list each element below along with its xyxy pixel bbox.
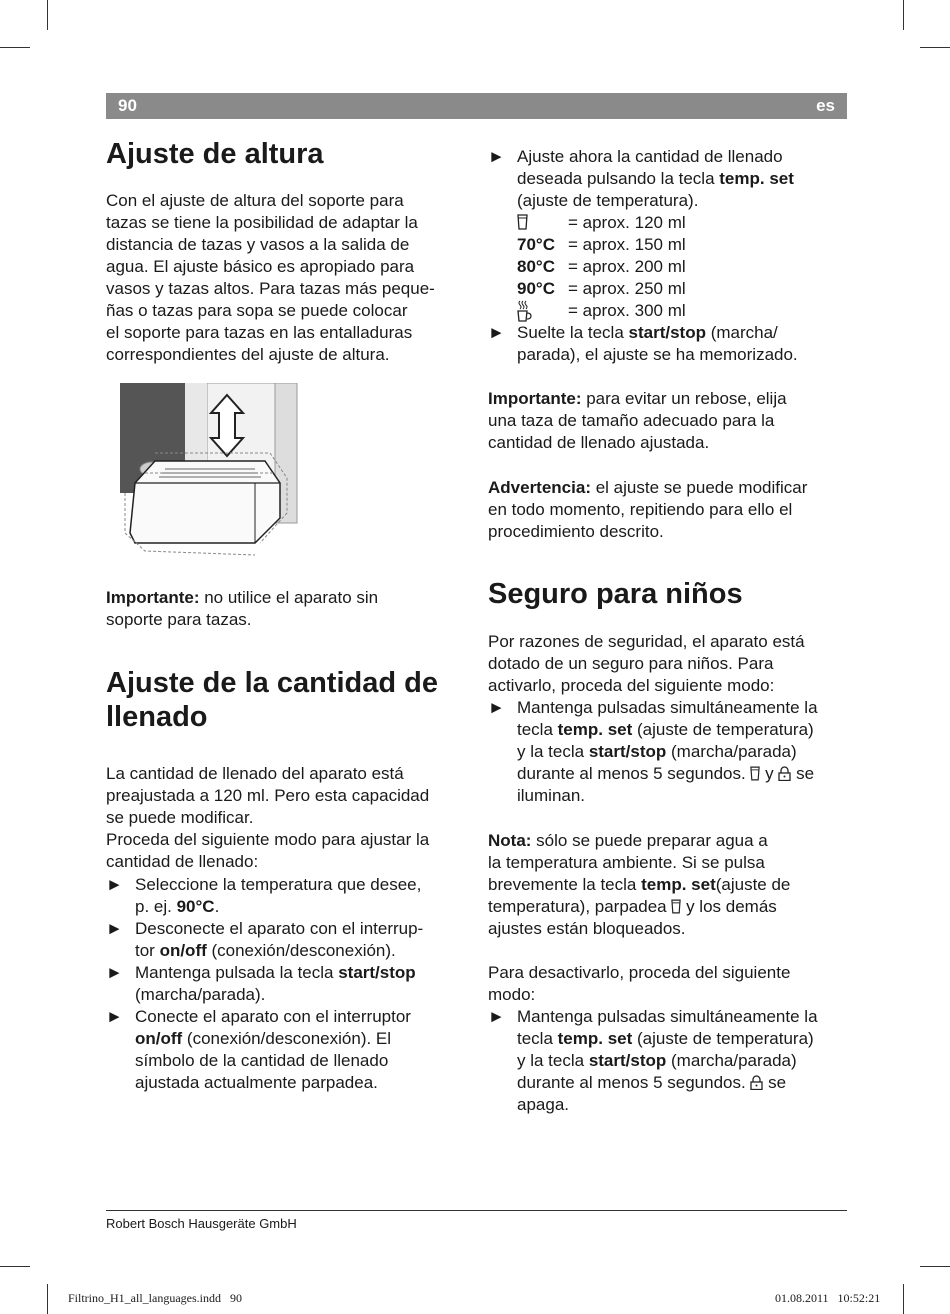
bullet-arrow-icon: ► [106, 919, 123, 938]
amount-row [488, 300, 848, 322]
text-line: cantidad de llenado: [106, 852, 259, 871]
bullet-arrow-icon: ► [488, 147, 505, 166]
bullet-arrow-icon: ► [488, 698, 505, 717]
nota-note [488, 830, 850, 940]
cup-icon [671, 897, 681, 916]
bullet-arrow-icon: ► [106, 1007, 123, 1026]
heading-seguro-ninos: Seguro para niños [488, 578, 743, 610]
text-line: correspondientes del ajuste de altura. [106, 345, 390, 364]
amount-row [488, 256, 848, 278]
advertencia-note [488, 477, 850, 543]
nota-label: Nota: [488, 831, 532, 850]
list-item [106, 1006, 476, 1094]
text-span: Mantenga pulsada la tecla [135, 963, 339, 982]
crop-mark [47, 0, 48, 30]
lock-icon [750, 1073, 763, 1092]
bold-term: temp. set [641, 875, 716, 894]
list-item [106, 874, 476, 918]
amount-row [488, 234, 848, 256]
heading-ajuste-altura: Ajuste de altura [106, 138, 324, 170]
crop-mark [903, 0, 904, 30]
text-span: (marcha/parada) [666, 1051, 797, 1070]
amount-table [488, 212, 848, 322]
amount-value: = aprox. 250 ml [568, 279, 686, 298]
amount-value: = aprox. 150 ml [568, 235, 686, 254]
temperature-key: 80°C [517, 257, 555, 276]
text-line: Mantenga pulsadas simultáneamente la [517, 1007, 818, 1026]
text-line: ajustes están bloqueados. [488, 919, 686, 938]
bold-term: on/off [159, 941, 207, 960]
text-line: cantidad de llenado ajustada. [488, 433, 710, 452]
bullet-arrow-icon: ► [106, 963, 123, 982]
text-span: . [214, 897, 220, 916]
list-item [106, 962, 476, 1006]
text-span: (conexión/desconexión). [206, 941, 396, 960]
amount-value: = aprox. 200 ml [568, 257, 686, 276]
text-line: modo: [488, 985, 536, 1004]
cup-holder-illustration [115, 383, 305, 558]
bold-term: start/stop [628, 323, 706, 342]
text-span: para evitar un rebose, elija [581, 389, 787, 408]
temperature-key: 90°C [517, 279, 555, 298]
text-span: (ajuste de temperatura) [632, 720, 814, 739]
crop-mark [47, 1284, 48, 1314]
text-span: y los demás [681, 897, 777, 916]
text-line: distancia de tazas y vasos a la salida de [106, 235, 410, 254]
deactivate-lock-list [488, 1006, 850, 1116]
text-line: soporte para tazas. [106, 610, 252, 629]
bold-term: on/off [135, 1029, 183, 1048]
temperature-key: 70°C [517, 235, 555, 254]
bold-term: start/stop [588, 742, 667, 761]
text-line: iluminan. [517, 786, 586, 805]
text-line: Para desactivarlo, proceda del siguiente [488, 963, 791, 982]
crop-mark [903, 1284, 904, 1314]
importante-note-1 [106, 587, 476, 631]
page-header-bar [106, 93, 847, 119]
text-span: el ajuste se puede modificar [590, 478, 808, 497]
text-line: en todo momento, repitiendo para ello el [488, 500, 793, 519]
text-span: tecla [517, 1029, 558, 1048]
text-span: temperatura), parpadea [488, 897, 672, 916]
text-span: durante al menos 5 segundos. [517, 1073, 751, 1092]
text-line: vasos y tazas altos. Para tazas más peque- [106, 279, 435, 298]
list-item [488, 146, 850, 212]
steaming-mug-icon [517, 300, 533, 323]
text-line: dotado de un seguro para niños. Para [488, 654, 774, 673]
text-span: Suelte la tecla [517, 323, 629, 342]
heading-line: llenado [106, 701, 208, 733]
text-line: Seleccione la temperatura que desee, [135, 875, 422, 894]
text-line: Mantenga pulsadas simultáneamente la [517, 698, 818, 717]
text-line: una taza de tamaño adecuado para la [488, 411, 775, 430]
cantidad-paragraph [106, 763, 476, 873]
text-line: Conecte el aparato con el interruptor [135, 1007, 411, 1026]
text-span: (conexión/desconexión). El [182, 1029, 392, 1048]
text-span: y la tecla [517, 1051, 589, 1070]
importante-note-2 [488, 388, 850, 454]
bold-term: temp. set [557, 720, 633, 739]
text-span: durante al menos 5 segundos. [517, 764, 751, 783]
bold-term: start/stop [588, 1051, 667, 1070]
text-line: Por razones de seguridad, el aparato está [488, 632, 805, 651]
text-line: símbolo de la cantidad de llenado [135, 1051, 389, 1070]
bold-term: temp. set [557, 1029, 633, 1048]
text-span: p. ej. [135, 897, 177, 916]
bold-term: 90°C [176, 897, 215, 916]
slug-date-info: 01.08.2011 10:52:21 [775, 1291, 881, 1305]
text-line: tazas se tiene la posibilidad de adaptar la [106, 213, 418, 232]
desactivar-paragraph [488, 962, 850, 1006]
crop-mark [0, 47, 30, 48]
text-span: se [791, 764, 815, 783]
crop-mark [920, 1266, 950, 1267]
text-span: (ajuste de [715, 875, 791, 894]
text-span: (marcha/parada) [666, 742, 797, 761]
bullet-arrow-icon: ► [488, 323, 505, 342]
page-number: 90 [118, 96, 137, 115]
bold-term: temp. set [719, 169, 794, 188]
bullet-arrow-icon: ► [106, 875, 123, 894]
text-line: (marcha/parada). [135, 985, 266, 1004]
heading-ajuste-cantidad [106, 666, 438, 734]
text-line: ajustada actualmente parpadea. [135, 1073, 378, 1092]
amount-row [488, 212, 848, 234]
amount-steps-list [488, 146, 850, 212]
list-item [488, 1006, 850, 1116]
lock-icon [778, 764, 791, 783]
text-line: (ajuste de temperatura). [517, 191, 699, 210]
bullet-arrow-icon: ► [488, 1007, 505, 1026]
text-span: tor [135, 941, 160, 960]
text-span: tecla [517, 720, 558, 739]
footer-divider [106, 1210, 847, 1211]
amount-value: = aprox. 120 ml [568, 213, 686, 232]
text-line: Proceda del siguiente modo para ajustar la [106, 830, 430, 849]
cantidad-steps-list [106, 874, 476, 1094]
text-span: y la tecla [517, 742, 589, 761]
release-step-list [488, 322, 850, 366]
footer-company: Robert Bosch Hausgeräte GmbH [106, 1216, 297, 1231]
text-span: se [763, 1073, 787, 1092]
slug-file-info: Filtrino_H1_all_languages.indd 90 [68, 1291, 242, 1305]
list-item [106, 918, 476, 962]
crop-mark [0, 1266, 30, 1267]
text-line: la temperatura ambiente. Si se pulsa [488, 853, 765, 872]
altura-paragraph [106, 190, 476, 366]
text-span: (marcha/ [705, 323, 778, 342]
text-line: se puede modificar. [106, 808, 254, 827]
text-line: procedimiento descrito. [488, 522, 664, 541]
text-span: sólo se puede preparar agua a [531, 831, 768, 850]
advertencia-label: Advertencia: [488, 478, 591, 497]
list-item [488, 322, 850, 366]
cup-icon [750, 764, 760, 783]
text-line: Con el ajuste de altura del soporte para [106, 191, 404, 210]
text-line: apaga. [517, 1095, 569, 1114]
text-line: Desconecte el aparato con el interrup- [135, 919, 424, 938]
crop-mark [920, 47, 950, 48]
bold-term: start/stop [338, 963, 416, 982]
text-line: ñas o tazas para sopa se puede colocar [106, 301, 408, 320]
text-span: (ajuste de temperatura) [632, 1029, 814, 1048]
text-span: deseada pulsando la tecla [517, 169, 720, 188]
text-line: parada), el ajuste se ha memorizado. [517, 345, 798, 364]
cup-icon [517, 212, 528, 234]
text-span: y [760, 764, 779, 783]
seguro-paragraph [488, 631, 850, 697]
text-line: no utilice el aparato sin [199, 588, 379, 607]
activate-lock-list [488, 697, 850, 807]
text-line: La cantidad de llenado del aparato está [106, 764, 404, 783]
text-span: brevemente la tecla [488, 875, 642, 894]
list-item [488, 697, 850, 807]
importante-label: Importante: [106, 588, 200, 607]
text-line: activarlo, proceda del siguiente modo: [488, 676, 775, 695]
heading-line: Ajuste de la cantidad de [106, 667, 438, 699]
text-line: el soporte para tazas en las entalladuras [106, 323, 413, 342]
amount-value: = aprox. 300 ml [568, 301, 686, 320]
text-line: Ajuste ahora la cantidad de llenado [517, 147, 783, 166]
amount-row [488, 278, 848, 300]
text-line: preajustada a 120 ml. Pero esta capacidad [106, 786, 430, 805]
language-code: es [816, 96, 835, 115]
importante-label: Importante: [488, 389, 582, 408]
text-line: agua. El ajuste básico es apropiado para [106, 257, 415, 276]
